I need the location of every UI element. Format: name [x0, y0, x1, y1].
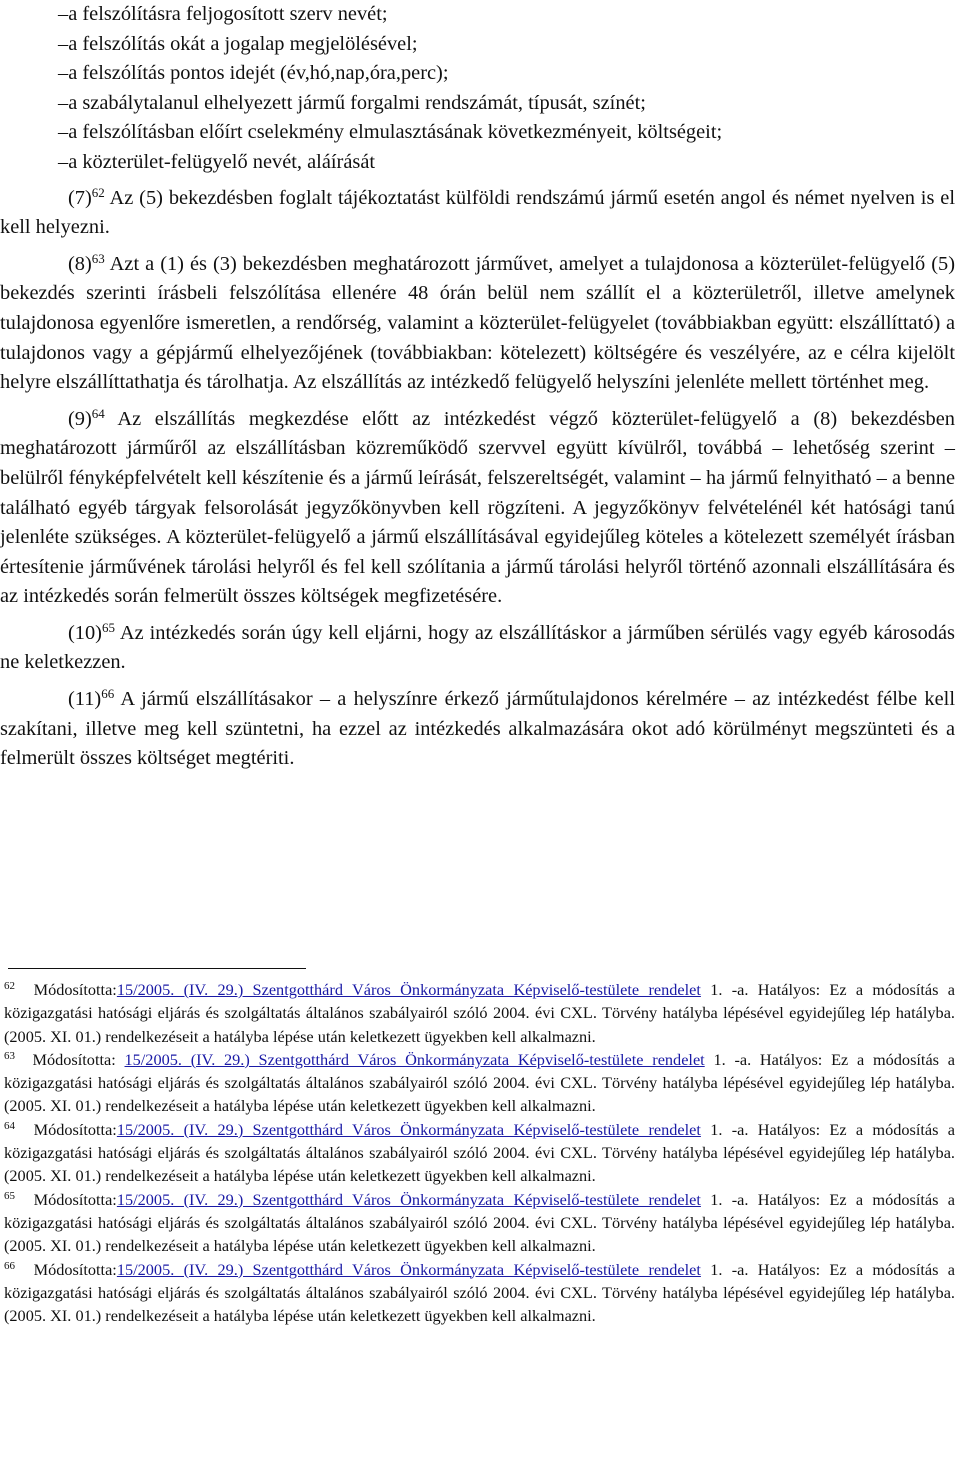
footnote-ref[interactable]: 63 [91, 250, 105, 266]
paragraph-number: (8) [68, 252, 92, 275]
paragraph-8 [0, 250, 955, 398]
footnote [4, 1048, 955, 1118]
paragraph-text: Az elszállítás megkezdése előtt az intézkedést végző közterület-felügyelő a (8) bekezdésben meghatározott járműről az elszállításban közreműködő szervvel együtt kívülről, továbbá – lehetőség szerint – belülről fényképfelvételt kell készítenie és a jármű leírását, felszereltségét, valamint – ha jármű felnyitható – a benne található egyéb tárgyak felsorolását jegyzőkönyvben kell rögzíteni. A jegyzőkönyv felvételénél két hatósági tanú jelenléte szükséges. A közterület-felügyelő a jármű elszállításával egyidejűleg köteles a kötelezett személyét írásban értesítenie járművének tárolási helyről és fel kell szólítania a jármű tárolási helyről történő azonnali elszállítására és az intézkedés során felmerült összes költségek megfizetésére. [0, 407, 955, 608]
footnote-ref[interactable]: 64 [91, 405, 105, 421]
regulation-link[interactable]: 15/2005. (IV. 29.) Szentgotthárd Város Önkormányzata Képviselő-testülete rendelet [116, 1189, 701, 1209]
list-item: –a felszólítás pontos idejét (év,hó,nap,óra,perc); [58, 62, 449, 85]
paragraph-number: (9) [68, 407, 92, 430]
regulation-link[interactable]: 15/2005. (IV. 29.) Szentgotthárd Város Önkormányzata Képviselő-testülete rendelet [116, 1119, 701, 1139]
footnote [4, 1258, 955, 1328]
footnote [4, 1188, 955, 1258]
footnote-number: 64 [4, 1119, 15, 1132]
footnote-label: Módosította: [33, 980, 117, 999]
footnote-number: 66 [4, 1259, 15, 1272]
footnote-label: Módosította: [33, 1259, 117, 1279]
footnote-number: 62 [4, 980, 15, 992]
paragraph-text: Az (5) bekezdésben foglalt tájékoztatást külföldi rendszámú jármű esetén angol és német nyelven is el kell helyezni. [0, 186, 955, 239]
footnotes [4, 978, 955, 1327]
footnote-text: 1. -a. Hatályos: Ez a módosítás a közigazgatási hatósági eljárás és szolgáltatás általános szabályairól szóló 2004. évi CXL. Törvény hatályba lépésével egyidejűleg lép hatályba. (2005. XI. 01.) rendelkezéseit a hatályba lépése után keletkezett ügyekben kell alkalmazni. [4, 1189, 955, 1256]
paragraph-11 [0, 685, 955, 774]
regulation-link[interactable]: 15/2005. (IV. 29.) Szentgotthárd Város Önkormányzata Képviselő-testülete rendelet [116, 1259, 701, 1279]
regulation-link[interactable]: 15/2005. (IV. 29.) Szentgotthárd Város Önkormányzata Képviselő-testülete rendelet [124, 1049, 705, 1069]
footnote [4, 978, 955, 1048]
footnote-number: 65 [4, 1189, 15, 1202]
footnote-separator [8, 968, 306, 969]
footnote-label: Módosította: [33, 1119, 117, 1139]
list-item: –a felszólításban előírt cselekmény elmulasztásának következményeit, költségeit; [58, 121, 723, 144]
footnote [4, 1118, 955, 1188]
footnote-text: 1. -a. Hatályos: Ez a módosítás a közigazgatási hatósági eljárás és szolgáltatás általános szabályairól szóló 2004. évi CXL. Törvény hatályba lépésével egyidejűleg lép hatályba. (2005. XI. 01.) rendelkezéseit a hatályba lépése után keletkezett ügyekben kell alkalmazni. [4, 1119, 955, 1186]
paragraph-number: (10) [68, 621, 102, 644]
footnote-ref[interactable]: 65 [101, 619, 115, 635]
footnote-text: 1. -a. Hatályos: Ez a módosítás a közigazgatási hatósági eljárás és szolgáltatás általános szabályairól szóló 2004. évi CXL. Törvény hatályba lépésével egyidejűleg lép hatályba. (2005. XI. 01.) rendelkezéseit a hatályba lépése után keletkezett ügyekben kell alkalmazni. [4, 1259, 955, 1326]
paragraph-10 [0, 619, 955, 678]
footnote-label: Módosította: [33, 1189, 117, 1209]
paragraph-text: Azt a (1) és (3) bekezdésben meghatározott járművet, amelyet a tulajdonosa a közterület-felügyelő (5) bekezdés szerinti írásbeli felszólítása ellenére 48 órán belül nem szállít el a közterületről, illetve amelynek tulajdonosa egyenlőre ismeretlen, a rendőrség, valamint a közterület-felügyelet (továbbiakban együtt: elszállíttató) a tulajdonos vagy a gépjármű elhelyezőjének (továbbiakban: kötelezett) költségére és veszélyére, az e célra kijelölt helyre elszállíttathatja és tárolhatja. Az elszállítás az intézkedő felügyelő helyszíni jelenléte mellett történhet meg. [0, 252, 955, 394]
list-item: –a szabálytalanul elhelyezett jármű forgalmi rendszámát, típusát, színét; [58, 91, 646, 114]
list-item: –a felszólítás okát a jogalap megjelölésével; [58, 32, 418, 55]
footnote-text: 1. -a. Hatályos: Ez a módosítás a közigazgatási hatósági eljárás és szolgáltatás általános szabályairól szóló 2004. évi CXL. Törvény hatályba lépésével egyidejűleg lép hatályba. (2005. XI. 01.) rendelkezéseit a hatályba lépése után keletkezett ügyekben kell alkalmazni. [4, 1049, 955, 1116]
list-item: –a felszólításra feljogosított szerv nevét; [58, 3, 388, 25]
paragraph-9 [0, 405, 955, 612]
paragraph-number: (7) [68, 186, 92, 209]
paragraph-number: (11) [68, 688, 102, 711]
paragraph-text: A jármű elszállításakor – a helyszínre érkező járműtulajdonos kérelmére – az intézkedést félbe kell szakítani, illetve meg kell szüntetni, ha ezzel az intézkedés alkalmazására okot adó körülményt megszünteti és a felmerült összes költséget megtériti. [0, 688, 955, 770]
footnote-label: Módosította: [32, 1049, 125, 1069]
footnote-text: 1. -a. Hatályos: Ez a módosítás a közigazgatási hatósági eljárás és szolgáltatás általános szabályairól szóló 2004. évi CXL. Törvény hatályba lépésével egyidejűleg lép hatályba. (2005. XI. 01.) rendelkezéseit a hatályba lépése után keletkezett ügyekben kell alkalmazni. [4, 980, 955, 1046]
regulation-link[interactable]: 15/2005. (IV. 29.) Szentgotthárd Város Önkormányzata Képviselő-testülete rendelet [116, 980, 701, 999]
paragraph-7 [0, 184, 955, 243]
paragraph-text: Az intézkedés során úgy kell eljárni, hogy az elszállításkor a járműben sérülés vagy egyéb károsodás ne keletkezzen. [0, 621, 955, 674]
list-item: –a közterület-felügyelő nevét, aláírását [58, 150, 376, 173]
footnote-ref[interactable]: 62 [91, 184, 105, 200]
footnote-number: 63 [4, 1049, 15, 1062]
footnote-ref[interactable]: 66 [101, 686, 115, 702]
